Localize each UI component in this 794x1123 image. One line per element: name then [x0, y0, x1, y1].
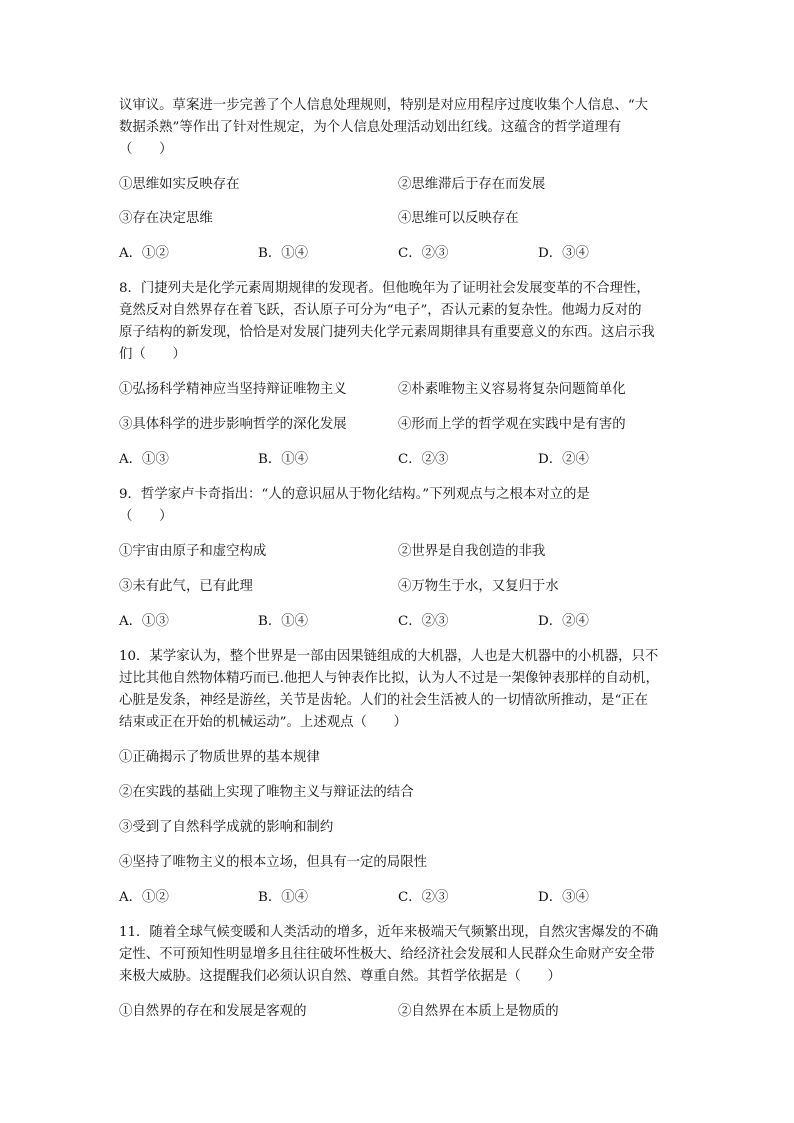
q7-stem-line-2: 数据杀熟”等作出了针对性规定，为个人信息处理活动划出红线。这蕴含的哲学道理有	[119, 120, 622, 135]
q11-stem-line-2: 定性、不可预知性明显增多且往往破坏性极大、给经济社会发展和人民群众生命财产安全带	[119, 947, 655, 962]
q8-answer-c: C．②③	[398, 452, 449, 467]
q7-item-3: ③存在决定思维	[119, 211, 213, 226]
q7-item-1: ①思维如实反映存在	[119, 177, 240, 192]
q8-stem-line-3: 原子结构的新发现，恰恰是对发展门捷列夫化学元素周期律具有重要意义的东西。这启示我	[119, 325, 655, 340]
q10-answer-c: C．②③	[398, 890, 449, 905]
q7-stem-line-1: 议审议。草案进一步完善了个人信息处理规则，特别是对应用程序过度收集个人信息、“大	[119, 98, 649, 113]
q8-item-4: ④形而上学的哲学观在实践中是有害的	[398, 417, 626, 432]
q7-item-4: ④思维可以反映存在	[398, 211, 519, 226]
q10-stem-line-3: 心脏是发条，神经是游丝，关节是齿轮。人们的社会生活被人的一切情欲所推动，是“正在	[119, 693, 649, 708]
q10-answer-d: D．③④	[538, 890, 589, 905]
q7-item-2: ②思维滞后于存在而发展	[398, 177, 546, 192]
q7-answer-d: D．③④	[538, 246, 589, 261]
q8-item-1: ①弘扬科学精神应当坚持辩证唯物主义	[119, 382, 347, 397]
q8-item-2: ②朴素唯物主义容易将复杂问题简单化	[398, 382, 626, 397]
q8-answer-b: B．①④	[258, 452, 309, 467]
q10-item-2: ②在实践的基础上实现了唯物主义与辩证法的结合	[119, 785, 414, 800]
q8-stem-line-1: 8．门捷列夫是化学元素周期规律的发现者。但他晚年为了证明社会发展变革的不合理性，	[119, 281, 650, 296]
q10-stem-line-4: 结束或正在开始的机械运动”。上述观点（ ）	[119, 715, 408, 730]
q8-answer-a: A．①③	[119, 452, 169, 467]
q8-item-3: ③具体科学的进步影响哲学的深化发展	[119, 417, 347, 432]
q9-answer-b: B．①④	[258, 614, 309, 629]
q10-item-3: ③受到了自然科学成就的影响和制约	[119, 820, 334, 835]
q9-answer-a: A．①③	[119, 614, 169, 629]
q7-answer-a: A．①②	[119, 246, 169, 261]
q9-answer-d: D．②④	[538, 614, 589, 629]
q9-item-1: ①宇宙由原子和虚空构成	[119, 544, 267, 559]
q9-item-2: ②世界是自我创造的非我	[398, 544, 546, 559]
q7-answer-b: B．①④	[258, 246, 309, 261]
q10-answer-a: A．①②	[119, 890, 169, 905]
q11-item-2: ②自然界在本质上是物质的	[398, 1004, 559, 1019]
q9-stem-line-1: 9．哲学家卢卡奇指出：“人的意识屈从于物化结构。”下列观点与之根本对立的是	[119, 487, 590, 502]
q9-item-3: ③未有此气，已有此理	[119, 579, 253, 594]
q10-stem-line-2: 过比其他自然物体精巧而已.他把人与钟表作比拟，认为人不过是一架像钟表那样的自动机，	[119, 671, 659, 686]
q11-stem-line-1: 11．随着全球气候变暖和人类活动的增多，近年来极端天气频繁出现，自然灾害爆发的不确	[119, 925, 659, 940]
q9-stem-line-2: （ ）	[119, 509, 173, 524]
q7-answer-c: C．②③	[398, 246, 449, 261]
q9-item-4: ④万物生于水，又复归于水	[398, 579, 559, 594]
q8-answer-d: D．②④	[538, 452, 589, 467]
q8-stem-line-2: 竟然反对自然界存在着飞跃，否认原子可分为“电子”，否认元素的复杂性。他竭力反对的	[119, 303, 642, 318]
q10-answer-b: B．①④	[258, 890, 309, 905]
q10-item-1: ①正确揭示了物质世界的基本规律	[119, 750, 320, 765]
q11-item-1: ①自然界的存在和发展是客观的	[119, 1004, 307, 1019]
q10-stem-line-1: 10．某学家认为，整个世界是一部由因果链组成的大机器，人也是大机器中的小机器，只不	[119, 649, 659, 664]
q8-stem-line-4: 们（ ）	[119, 347, 186, 362]
q9-answer-c: C．②③	[398, 614, 449, 629]
q11-stem-line-3: 来极大威胁。这提醒我们必须认识自然、尊重自然。其哲学依据是（ ）	[119, 969, 561, 984]
q7-stem-line-3: （ ）	[119, 142, 173, 157]
q10-item-4: ④坚持了唯物主义的根本立场，但具有一定的局限性	[119, 855, 427, 870]
